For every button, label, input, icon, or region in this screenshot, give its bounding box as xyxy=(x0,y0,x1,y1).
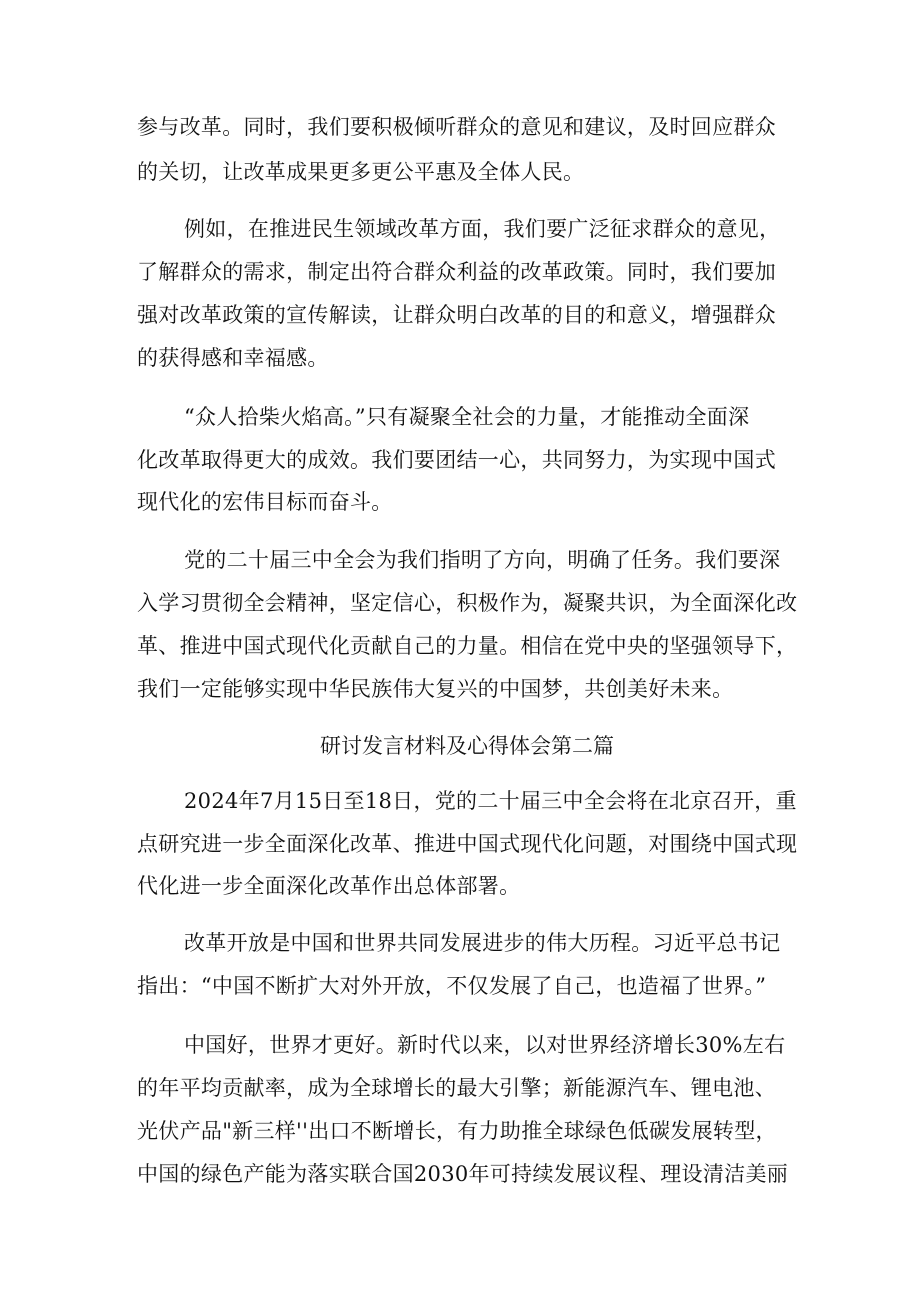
paragraph-line: 的关切，让改革成果更多更公平惠及全体人民。 xyxy=(137,160,585,184)
paragraph-line: 革、推进中国式现代化贡献自己的力量。相信在党中央的坚强领导下， xyxy=(137,634,797,658)
paragraph-line: 的获得感和幸福感。 xyxy=(137,346,329,370)
paragraph-line: 指出：“中国不断扩大对外开放，不仅发展了自己，也造福了世界。” xyxy=(137,974,767,998)
paragraph-line: 党的二十届三中全会为我们指明了方向，明确了任务。我们要深 xyxy=(184,548,781,572)
paragraph-line: 例如，在推进民生领域改革方面，我们要广泛征求群众的意见， xyxy=(184,217,781,241)
paragraph-line: 代化进一步全面深化改革作出总体部署。 xyxy=(137,874,521,898)
paragraph-line: “众人拾柴火焰高。”只有凝聚全社会的力量，才能推动全面深 xyxy=(184,405,750,429)
paragraph-line: 的年平均贡献率，成为全球增长的最大引擎；新能源汽车、锂电池、 xyxy=(137,1076,776,1100)
paragraph-line: 现代化的宏伟目标而奋斗。 xyxy=(137,490,393,514)
paragraph-line: 参与改革。同时，我们要积极倾听群众的意见和建议，及时回应群众 xyxy=(137,115,776,139)
paragraph-line: 入学习贯彻全会精神，坚定信心，积极作为，凝聚共识，为全面深化改 xyxy=(137,591,797,615)
paragraph-line: 了解群众的需求，制定出符合群众利益的改革政策。同时，我们要加 xyxy=(137,260,776,284)
paragraph-line: 改革开放是中国和世界共同发展进步的伟大历程。习近平总书记 xyxy=(184,931,781,955)
paragraph-line: 化改革取得更大的成效。我们要团结一心，共同努力，为实现中国式 xyxy=(137,448,776,472)
paragraph-line: 2024年7月15日至18日，党的二十届三中全会将在北京召开，重 xyxy=(184,789,797,813)
paragraph-line: 强对改革政策的宣传解读，让群众明白改革的目的和意义，增强群众 xyxy=(137,303,776,327)
section-heading: 研讨发言材料及心得体会第二篇 xyxy=(320,734,614,758)
paragraph-line: 我们一定能够实现中华民族伟大复兴的中国梦，共创美好未来。 xyxy=(137,677,734,701)
paragraph-line: 点研究进一步全面深化改革、推进中国式现代化问题，对围绕中国式现 xyxy=(137,832,797,856)
paragraph-line: 中国的绿色产能为落实联合国2030年可持续发展议程、理设清洁美丽 xyxy=(137,1162,789,1186)
paragraph-line: 中国好，世界才更好。新时代以来，以对世界经济增长30%左右 xyxy=(184,1033,786,1057)
paragraph-line: 光伏产品"新三样''出口不断增长，有力助推全球绿色低碳发展转型， xyxy=(137,1119,777,1143)
